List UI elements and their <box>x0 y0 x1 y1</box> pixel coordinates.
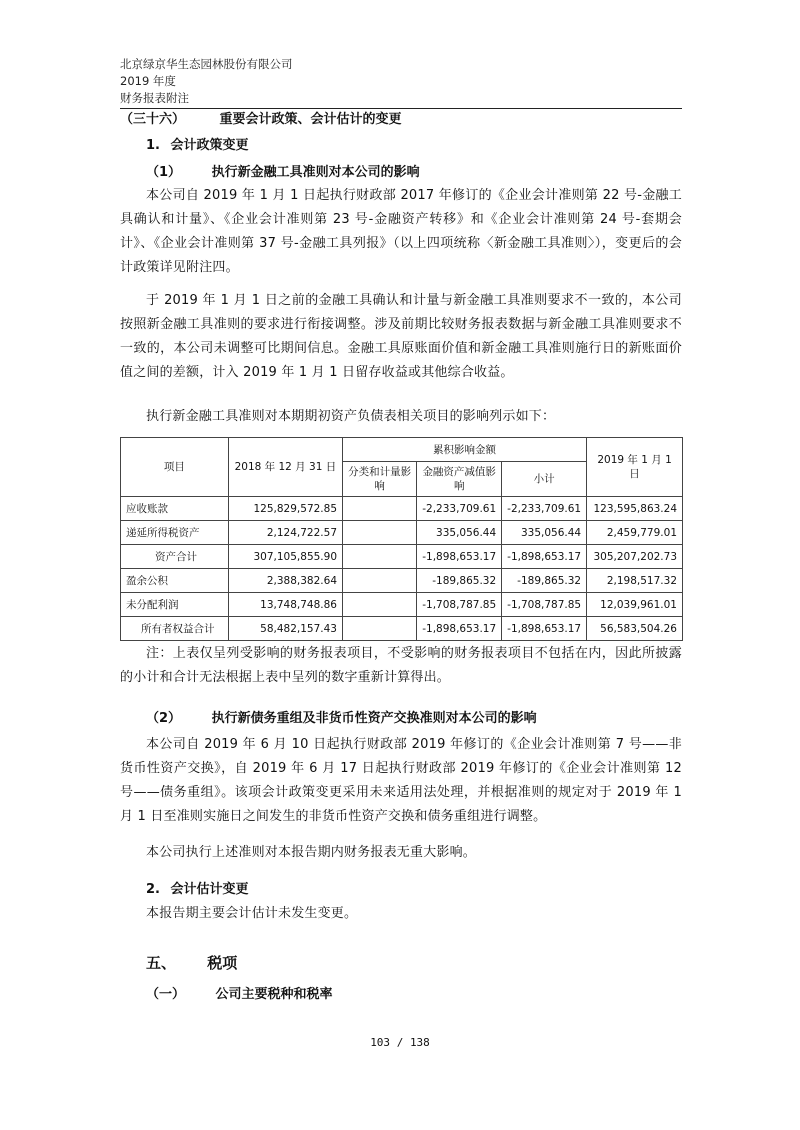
subsection-1-title: 会计政策变更 <box>170 138 249 153</box>
value-2019: 56,583,504.26 <box>587 617 683 641</box>
value-2018: 307,105,855.90 <box>228 545 342 569</box>
header-2018-12-31: 2018 年 12 月 31 日 <box>228 438 342 497</box>
document-title: 财务报表附注 <box>120 91 189 105</box>
item-3-number: （一） <box>146 987 186 1002</box>
section-5-number: 五、 <box>146 954 177 972</box>
row-label: 盈余公积 <box>121 569 229 593</box>
paragraph-no-material-impact: 本公司执行上述准则对本报告期内财务报表无重大影响。 <box>146 845 477 860</box>
value-impairment: -2,233,709.61 <box>417 497 502 521</box>
value-classification <box>343 593 417 617</box>
section-5-heading <box>146 953 237 973</box>
value-2019: 305,207,202.73 <box>587 545 683 569</box>
value-classification <box>343 569 417 593</box>
value-2018: 125,829,572.85 <box>228 497 342 521</box>
page-number: 103 <box>370 1036 391 1049</box>
section-36-number: （三十六） <box>120 112 186 127</box>
row-label: 未分配利润 <box>121 593 229 617</box>
header-impairment-impact: 金融资产减值影响 <box>417 462 502 497</box>
value-2018: 2,388,382.64 <box>228 569 342 593</box>
header-classification-impact: 分类和计量影响 <box>343 462 417 497</box>
value-2019: 12,039,961.01 <box>587 593 683 617</box>
table-row <box>121 617 683 641</box>
paragraph-table-intro: 执行新金融工具准则对本期期初资产负债表相关项目的影响列示如下： <box>146 409 556 424</box>
row-label: 应收账款 <box>121 497 229 521</box>
page-footer <box>0 1036 800 1049</box>
value-2019: 123,595,863.24 <box>587 497 683 521</box>
value-2018: 58,482,157.43 <box>228 617 342 641</box>
subsection-2-heading <box>146 880 249 900</box>
value-2019: 2,198,517.32 <box>587 569 683 593</box>
subsection-2-number: 2. <box>146 882 160 897</box>
value-subtotal: -1,898,653.17 <box>502 545 587 569</box>
value-classification <box>343 521 417 545</box>
value-subtotal: 335,056.44 <box>502 521 587 545</box>
value-subtotal: -2,233,709.61 <box>502 497 587 521</box>
table-row <box>121 569 683 593</box>
item-1-title: 执行新金融工具准则对本公司的影响 <box>211 165 420 180</box>
table-row <box>121 521 683 545</box>
paragraph-debt-restructuring: 本公司自 2019 年 6 月 10 日起执行财政部 2019 年修订的《企业会计准则第 7 号——非货币性资产交换》，自 2019 年 6 月 17 日起执行财政部 2019 年修订的《企业会计准则第 12 号——债务重组》。该项会计政策变更采用未来适用法处理，并根据准则的规定对于 2019 年 1 月 1 日至准则实施日之间发生的非货币性资产交换和债务重组进行调整。 <box>120 737 682 824</box>
table-row <box>121 593 683 617</box>
item-1-heading <box>146 163 420 183</box>
value-impairment: -1,898,653.17 <box>417 545 502 569</box>
value-impairment: -1,898,653.17 <box>417 617 502 641</box>
header-cumulative-impact: 累积影响金额 <box>343 438 587 462</box>
item-2-title: 执行新债务重组及非货币性资产交换准则对本公司的影响 <box>211 711 537 726</box>
item-1-number: （1） <box>146 165 182 180</box>
value-impairment: 335,056.44 <box>417 521 502 545</box>
value-classification <box>343 545 417 569</box>
item-3-title: 公司主要税种和税率 <box>215 987 333 1002</box>
subsection-2-title: 会计估计变更 <box>170 882 249 897</box>
section-36-heading <box>120 110 402 130</box>
subsection-1-number: 1. <box>146 138 160 153</box>
table-row <box>121 545 683 569</box>
header-2019-01-01: 2019 年 1 月 1 日 <box>587 438 683 497</box>
page-total: 138 <box>409 1036 430 1049</box>
value-impairment: -189,865.32 <box>417 569 502 593</box>
paragraph-transition: 于 2019 年 1 月 1 日之前的金融工具确认和计量与新金融工具准则要求不一致的，本公司按照新金融工具准则的要求进行衔接调整。涉及前期比较财务报表数据与新金融工具准则要求不一致的，本公司未调整可比期间信息。金融工具原账面价值和新金融工具准则施行日的新账面价值之间的差额，计入 2019 年 1 月 1 日留存收益或其他综合收益。 <box>120 293 682 380</box>
value-impairment: -1,708,787.85 <box>417 593 502 617</box>
paragraph-new-standard: 本公司自 2019 年 1 月 1 日起执行财政部 2017 年修订的《企业会计准则第 22 号-金融工具确认和计量》、《企业会计准则第 23 号-金融资产转移》和《企业会计准则第 24 号-套期会计》、《企业会计准则第 37 号-金融工具列报》（以上四项统称〈新金融工具准则〉），变更后的会计政策详见附注四。 <box>120 188 682 275</box>
company-name: 北京绿京华生态园林股份有限公司 <box>120 57 293 71</box>
row-label: 所有者权益合计 <box>121 617 229 641</box>
value-classification <box>343 617 417 641</box>
table-row <box>121 497 683 521</box>
subsection-1-heading <box>146 136 249 156</box>
item-2-number: （2） <box>146 711 182 726</box>
value-2018: 2,124,722.57 <box>228 521 342 545</box>
value-subtotal: -1,708,787.85 <box>502 593 587 617</box>
value-classification <box>343 497 417 521</box>
item-3-heading <box>146 985 333 1005</box>
table-header-row <box>121 438 683 462</box>
item-2-heading <box>146 709 537 729</box>
section-36-title: 重要会计政策、会计估计的变更 <box>219 112 402 127</box>
value-2019: 2,459,779.01 <box>587 521 683 545</box>
value-subtotal: -1,898,653.17 <box>502 617 587 641</box>
row-label: 递延所得税资产 <box>121 521 229 545</box>
value-2018: 13,748,748.86 <box>228 593 342 617</box>
section-5-title: 税项 <box>207 954 238 972</box>
impact-table <box>120 437 683 641</box>
value-subtotal: -189,865.32 <box>502 569 587 593</box>
header-rule <box>120 108 682 109</box>
paragraph-estimates: 本报告期主要会计估计未发生变更。 <box>146 906 358 921</box>
page-separator: / <box>396 1036 404 1049</box>
header-subtotal: 小计 <box>502 462 587 497</box>
page-header <box>120 56 682 107</box>
report-year: 2019 年度 <box>120 74 176 88</box>
row-label: 资产合计 <box>121 545 229 569</box>
table-note: 注：上表仅呈列受影响的财务报表项目，不受影响的财务报表项目不包括在内，因此所披露的小计和合计无法根据上表中呈列的数字重新计算得出。 <box>120 646 682 685</box>
header-item: 项目 <box>121 438 229 497</box>
